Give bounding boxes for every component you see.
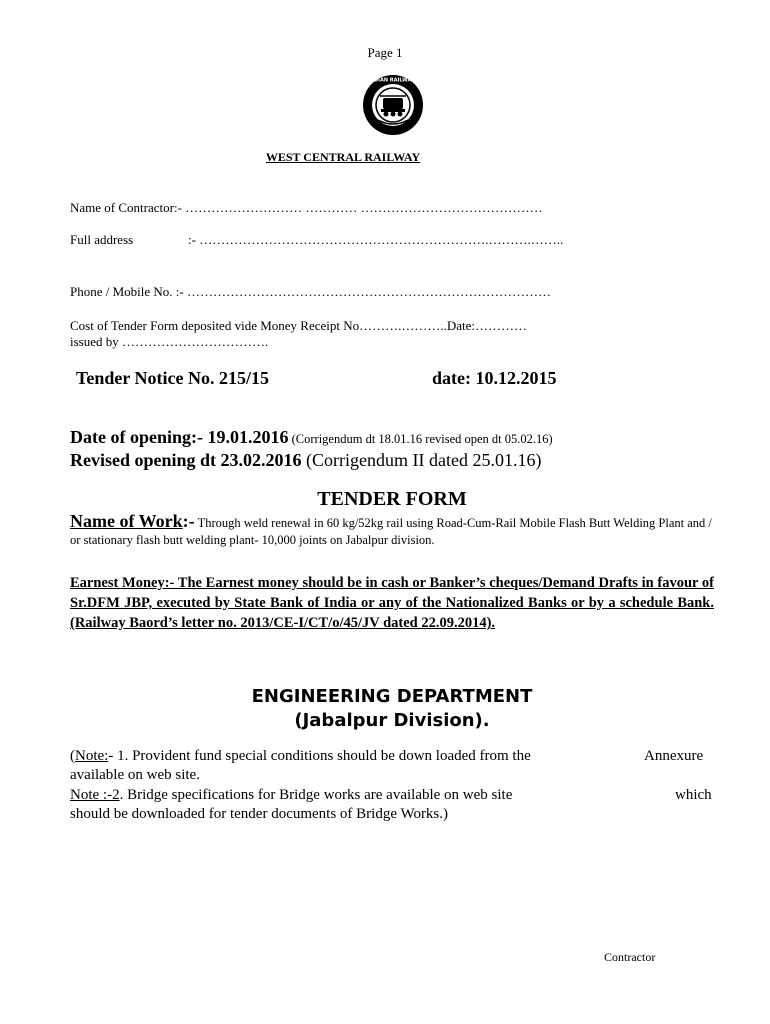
opening-corrigendum: (Corrigendum dt 18.01.16 revised open dt 05.02.16)	[288, 432, 553, 446]
note-1-label: Note:	[75, 748, 109, 764]
tender-form-title: TENDER FORM	[317, 488, 467, 510]
address-label: Full address	[70, 232, 134, 247]
work-label: Name of Work	[70, 511, 183, 531]
cost-line-2: issued by …………………………….	[70, 334, 269, 349]
revised-opening	[70, 450, 541, 471]
phone-field: Phone / Mobile No. :- …………………………………………………………………………	[70, 284, 551, 299]
note-2-right: which	[675, 787, 712, 803]
contractor-name-field: Name of Contractor:- ……………………… ………… ……………………………………	[70, 200, 543, 215]
note-2-continuation: should be downloaded for tender documents of Bridge Works.)	[70, 806, 449, 822]
department-name: ENGINEERING DEPARTMENT	[251, 686, 533, 707]
note-2-text: . Bridge specifications for Bridge works are available on web site	[119, 787, 513, 803]
name-of-work	[70, 513, 714, 549]
cost-line-1: Cost of Tender Form deposited vide Money Receipt No……….………..Date:…………	[70, 318, 528, 333]
opening-date	[70, 427, 553, 448]
revised-corrigendum: (Corrigendum II dated 25.01.16)	[301, 450, 542, 470]
note-1-continuation: available on web site.	[70, 767, 200, 783]
note-2-label: Note :-2	[70, 787, 120, 803]
note-1-right: Annexure	[644, 748, 704, 764]
tender-notice-number: Tender Notice No. 215/15	[76, 368, 269, 388]
opening-date-main: Date of opening:- 19.01.2016	[70, 427, 289, 447]
note-1-text: - 1. Provident fund special conditions should be down loaded from the	[108, 748, 531, 764]
note-2	[70, 787, 512, 804]
revised-opening-main: Revised opening dt 23.02.2016	[70, 450, 302, 470]
organization-name: WEST CENTRAL RAILWAY	[265, 150, 421, 164]
emblem-text: INDIAN RAILWAYS	[367, 77, 419, 84]
address-field: :- ………………………………………………………….……….……..	[188, 232, 564, 247]
indian-railways-emblem-icon	[362, 74, 424, 136]
work-label-suffix: :-	[182, 511, 195, 531]
earnest-money-clause: Earnest Money:- The Earnest money should be in cash or Banker’s cheques/Demand Drafts in favour of Sr.DFM JBP, executed by State Bank of India or any of the Nationalized Banks or by a schedule Bank. (Railway Baord’s letter no. 2013/CE-I/CT/o/45/JV dated 22.09.2014).	[70, 575, 714, 631]
division-name: (Jabalpur Division).	[294, 710, 490, 731]
department-heading	[0, 685, 770, 733]
contractor-signature-label: Contractor	[604, 950, 656, 964]
page-number: Page 1	[367, 45, 403, 60]
tender-date: date: 10.12.2015	[432, 368, 557, 388]
work-description: Through weld renewal in 60 kg/52kg rail using Road-Cum-Rail Mobile Flash Butt Welding Plant and / or stationary flash butt welding plant- 10,000 joints on Jabalpur division.	[70, 516, 712, 547]
note-1: (Note:- 1. Provident fund special conditions should be down loaded from the	[70, 748, 531, 764]
